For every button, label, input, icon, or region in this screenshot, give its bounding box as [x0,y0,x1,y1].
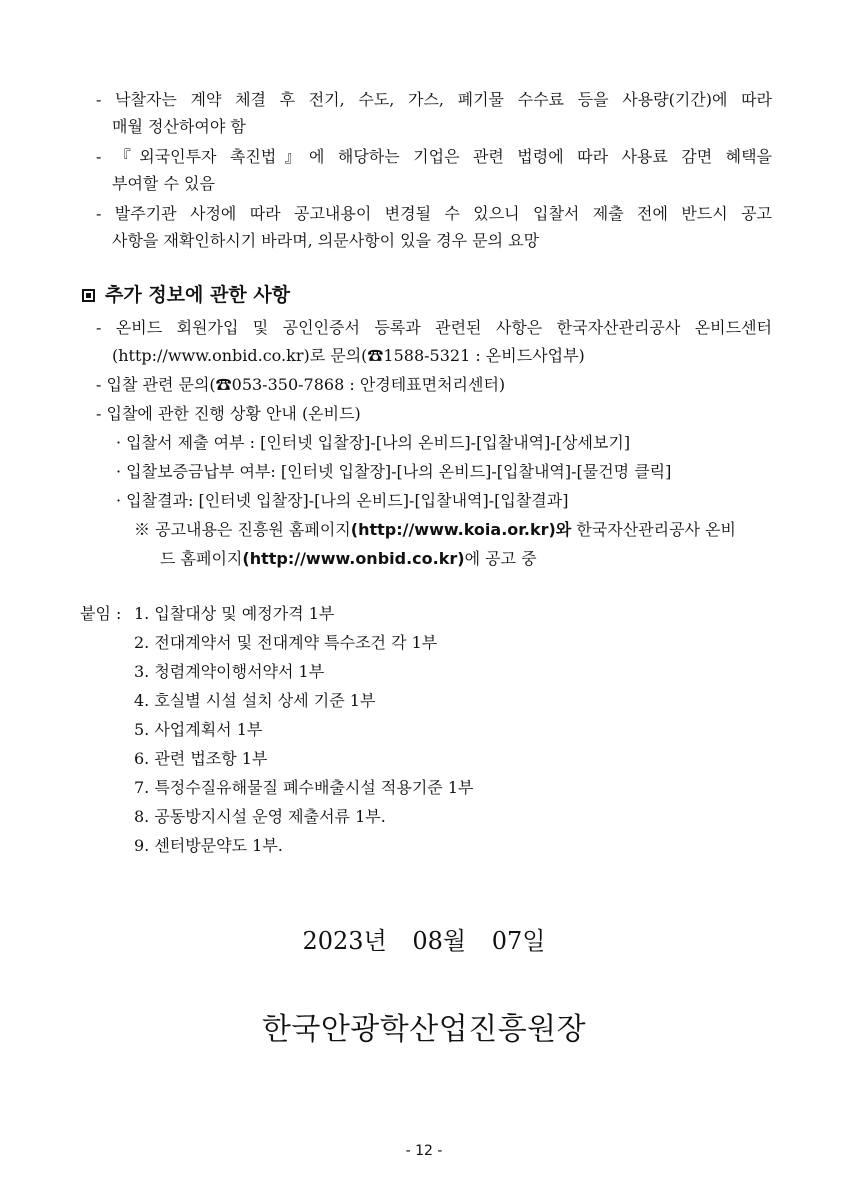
section-heading [82,283,290,307]
note-suffix: 한국자산관리공사 온비 [576,520,736,539]
note-prefix: 공고내용은 진흥원 홈페이지 [155,520,351,539]
filled-square-icon [82,289,95,302]
date-year: 2023년 [302,927,387,955]
section-bullet-2: - 입찰 관련 문의(☎053-350-7868 : 안경테표면처리센터) [96,375,506,394]
intro-bullet-2-line-2: 부여할 수 있음 [112,174,215,193]
date-day: 07일 [491,927,546,955]
attachment-item-5: 5. 사업계획서 1부 [134,720,263,739]
page-number: - 12 - [405,1143,443,1159]
section-bullet-1-line-2: (http://www.onbid.co.kr)로 문의(☎1588-5321 : 온비드사업부) [112,346,585,365]
sub-item-1: · 입찰서 제출 여부 : [인터넷 입찰장]-[나의 온비드]-[입찰내역]-[상세보기] [116,433,631,452]
note-url-onbid: (http://www.onbid.co.kr) [242,549,465,568]
section-bullet-1-line-1: - 온비드 회원가입 및 공인인증서 등록과 관련된 사항은 한국자산관리공사 온비드센터 [96,318,772,337]
intro-bullet-3-line-1: - 발주기관 사정에 따라 공고내용이 변경될 수 있으니 입찰서 제출 전에 반드시 공고 [96,204,772,223]
sub-item-3: · 입찰결과: [인터넷 입찰장]-[나의 온비드]-[입찰내역]-[입찰결과] [116,491,569,510]
note-line-2-suffix: 에 공고 중 [464,549,537,568]
section-heading-text: 추가 정보에 관한 사항 [105,284,291,306]
note-line-2 [160,549,537,569]
attachments-label: 붙임 : [80,604,122,623]
attachment-item-2: 2. 전대계약서 및 전대계약 특수조건 각 1부 [134,633,438,652]
date-month: 08월 [412,927,467,955]
attachment-item-3: 3. 청렴계약이행서약서 1부 [134,662,325,681]
intro-bullet-2-line-1: - 『외국인투자 촉진법』에 해당하는 기업은 관련 법령에 따라 사용료 감면 혜택을 [96,147,772,166]
intro-bullet-1-line-2: 매월 정산하여야 함 [112,117,246,136]
note-line-1 [134,520,736,540]
issuer-signature: 한국안광학산업진흥원장 [261,1012,587,1047]
section-bullet-3: - 입찰에 관한 진행 상황 안내 (온비드) [96,404,361,423]
attachment-item-8: 8. 공동방지시설 운영 제출서류 1부. [134,807,386,826]
intro-bullet-3-line-2: 사항을 재확인하시기 바라며, 의문사항이 있을 경우 문의 요망 [112,231,540,250]
note-url-koia: (http://www.koia.or.kr)와 [350,520,572,539]
attachment-item-9: 9. 센터방문약도 1부. [134,836,283,855]
document-date [0,925,848,957]
attachment-item-1: 1. 입찰대상 및 예정가격 1부 [134,604,335,623]
attachment-item-4: 4. 호실별 시설 설치 상세 기준 1부 [134,691,376,710]
attachment-item-7: 7. 특정수질유해물질 폐수배출시설 적용기준 1부 [134,778,474,797]
note-line-2-prefix: 드 홈페이지 [160,549,243,568]
sub-item-2: · 입찰보증금납부 여부: [인터넷 입찰장]-[나의 온비드]-[입찰내역]-[물건명 클릭] [116,462,672,481]
intro-bullet-1-line-1: - 낙찰자는 계약 체결 후 전기, 수도, 가스, 폐기물 수수료 등을 사용량(기간)에 따라 [96,90,772,109]
attachment-item-6: 6. 관련 법조항 1부 [134,749,268,768]
note-mark: ※ [134,520,151,539]
